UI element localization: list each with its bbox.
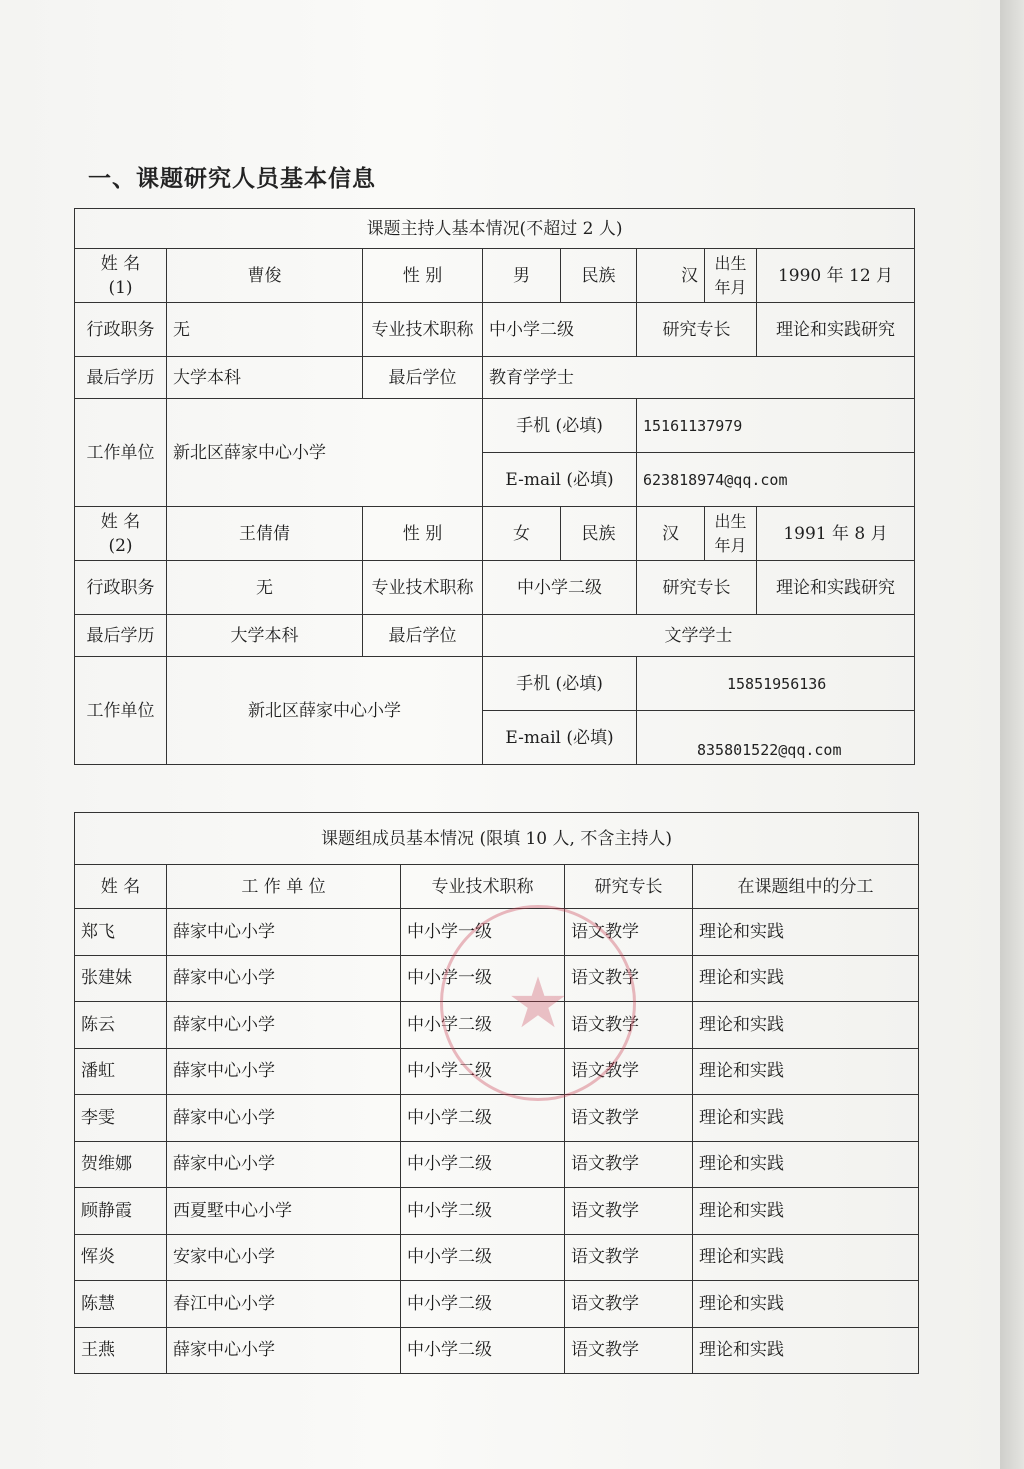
host-ethnicity: 汉 bbox=[637, 507, 705, 561]
member-unit: 安家中心小学 bbox=[167, 1234, 401, 1281]
member-specialty: 语文教学 bbox=[565, 1281, 693, 1328]
member-specialty: 语文教学 bbox=[565, 1188, 693, 1235]
member-name: 陈慧 bbox=[75, 1281, 167, 1328]
member-name: 李雯 bbox=[75, 1095, 167, 1142]
table-row bbox=[75, 1327, 919, 1374]
table-row bbox=[75, 1048, 919, 1095]
member-name: 顾静霞 bbox=[75, 1188, 167, 1235]
host-degree: 文学学士 bbox=[483, 615, 915, 657]
host-name: 王倩倩 bbox=[167, 507, 363, 561]
host-education: 大学本科 bbox=[167, 615, 363, 657]
member-title: 中小学二级 bbox=[401, 1327, 565, 1374]
member-role: 理论和实践 bbox=[693, 1188, 919, 1235]
host-email: 623818974@qq.com bbox=[637, 453, 915, 507]
member-specialty: 语文教学 bbox=[565, 1095, 693, 1142]
member-unit: 薛家中心小学 bbox=[167, 1048, 401, 1095]
ethnicity-label: 民族 bbox=[561, 249, 637, 303]
member-specialty: 语文教学 bbox=[565, 955, 693, 1002]
member-role: 理论和实践 bbox=[693, 1095, 919, 1142]
member-unit: 薛家中心小学 bbox=[167, 955, 401, 1002]
table-row bbox=[75, 909, 919, 956]
table-row bbox=[75, 1188, 919, 1235]
work-unit-label: 工作单位 bbox=[75, 399, 167, 507]
host-admin-post: 无 bbox=[167, 303, 363, 357]
member-name: 潘虹 bbox=[75, 1048, 167, 1095]
member-header-title: 专业技术职称 bbox=[401, 865, 565, 909]
member-title: 中小学一级 bbox=[401, 909, 565, 956]
members-section-title: 课题组成员基本情况 (限填 10 人, 不含主持人) bbox=[75, 813, 919, 865]
table-row bbox=[75, 1281, 919, 1328]
member-specialty: 语文教学 bbox=[565, 1234, 693, 1281]
research-specialty-label: 研究专长 bbox=[637, 561, 757, 615]
host-education: 大学本科 bbox=[167, 357, 363, 399]
member-name: 恽炎 bbox=[75, 1234, 167, 1281]
member-name: 郑飞 bbox=[75, 909, 167, 956]
member-role: 理论和实践 bbox=[693, 1141, 919, 1188]
member-specialty: 语文教学 bbox=[565, 909, 693, 956]
gender-label: 性 别 bbox=[363, 507, 483, 561]
host-birth: 1990 年 12 月 bbox=[757, 249, 915, 303]
host-birth: 1991 年 8 月 bbox=[757, 507, 915, 561]
member-header-name: 姓 名 bbox=[75, 865, 167, 909]
host-work-unit: 新北区薛家中心小学 bbox=[167, 657, 483, 765]
member-title: 中小学二级 bbox=[401, 1048, 565, 1095]
member-name: 陈云 bbox=[75, 1002, 167, 1049]
member-specialty: 语文教学 bbox=[565, 1002, 693, 1049]
table-row bbox=[75, 1141, 919, 1188]
member-role: 理论和实践 bbox=[693, 909, 919, 956]
birth-label: 出生年月 bbox=[705, 249, 757, 303]
email-label: E-mail (必填) bbox=[483, 711, 637, 765]
ethnicity-label: 民族 bbox=[561, 507, 637, 561]
host-pro-title: 中小学二级 bbox=[483, 561, 637, 615]
section-heading: 一、课题研究人员基本信息 bbox=[88, 165, 376, 192]
phone-label: 手机 (必填) bbox=[483, 657, 637, 711]
host-ethnicity: 汉 bbox=[637, 249, 705, 303]
member-unit: 西夏墅中心小学 bbox=[167, 1188, 401, 1235]
member-name: 贺维娜 bbox=[75, 1141, 167, 1188]
official-seal: ★ bbox=[440, 905, 636, 1101]
member-unit: 薛家中心小学 bbox=[167, 1327, 401, 1374]
pro-title-label: 专业技术职称 bbox=[363, 561, 483, 615]
host-phone: 15851956136 bbox=[637, 657, 915, 711]
member-title: 中小学二级 bbox=[401, 1095, 565, 1142]
member-title: 中小学二级 bbox=[401, 1002, 565, 1049]
member-title: 中小学二级 bbox=[401, 1234, 565, 1281]
host-phone: 15161137979 bbox=[637, 399, 915, 453]
name-label: 姓 名 (2) bbox=[75, 507, 167, 561]
member-role: 理论和实践 bbox=[693, 1048, 919, 1095]
member-role: 理论和实践 bbox=[693, 955, 919, 1002]
research-specialty-label: 研究专长 bbox=[637, 303, 757, 357]
member-unit: 春江中心小学 bbox=[167, 1281, 401, 1328]
host-email: 835801522@qq.com bbox=[637, 711, 915, 765]
member-unit: 薛家中心小学 bbox=[167, 1002, 401, 1049]
member-name: 王燕 bbox=[75, 1327, 167, 1374]
member-specialty: 语文教学 bbox=[565, 1141, 693, 1188]
phone-label: 手机 (必填) bbox=[483, 399, 637, 453]
degree-label: 最后学位 bbox=[363, 615, 483, 657]
member-role: 理论和实践 bbox=[693, 1234, 919, 1281]
host-admin-post: 无 bbox=[167, 561, 363, 615]
host-research-specialty: 理论和实践研究 bbox=[757, 303, 915, 357]
member-title: 中小学二级 bbox=[401, 1141, 565, 1188]
host-degree: 教育学学士 bbox=[483, 357, 915, 399]
host-gender: 女 bbox=[483, 507, 561, 561]
member-title: 中小学二级 bbox=[401, 1281, 565, 1328]
member-role: 理论和实践 bbox=[693, 1002, 919, 1049]
page-edge bbox=[1000, 0, 1024, 1469]
work-unit-label: 工作单位 bbox=[75, 657, 167, 765]
host-work-unit: 新北区薛家中心小学 bbox=[167, 399, 483, 507]
member-header-unit: 工 作 单 位 bbox=[167, 865, 401, 909]
hosts-section-title: 课题主持人基本情况(不超过 2 人) bbox=[75, 209, 915, 249]
host-gender: 男 bbox=[483, 249, 561, 303]
member-title: 中小学二级 bbox=[401, 1188, 565, 1235]
degree-label: 最后学位 bbox=[363, 357, 483, 399]
member-unit: 薛家中心小学 bbox=[167, 1141, 401, 1188]
member-role: 理论和实践 bbox=[693, 1327, 919, 1374]
education-label: 最后学历 bbox=[75, 615, 167, 657]
name-label: 姓 名 (1) bbox=[75, 249, 167, 303]
host-research-specialty: 理论和实践研究 bbox=[757, 561, 915, 615]
birth-label: 出生年月 bbox=[705, 507, 757, 561]
member-title: 中小学一级 bbox=[401, 955, 565, 1002]
email-label: E-mail (必填) bbox=[483, 453, 637, 507]
members-table bbox=[74, 812, 919, 1374]
member-rows bbox=[75, 909, 919, 1374]
admin-post-label: 行政职务 bbox=[75, 303, 167, 357]
pro-title-label: 专业技术职称 bbox=[363, 303, 483, 357]
education-label: 最后学历 bbox=[75, 357, 167, 399]
member-unit: 薛家中心小学 bbox=[167, 909, 401, 956]
table-row bbox=[75, 955, 919, 1002]
member-header-role: 在课题组中的分工 bbox=[693, 865, 919, 909]
hosts-table bbox=[74, 208, 915, 765]
table-row bbox=[75, 1095, 919, 1142]
host-name: 曹俊 bbox=[167, 249, 363, 303]
table-row bbox=[75, 1002, 919, 1049]
member-role: 理论和实践 bbox=[693, 1281, 919, 1328]
member-unit: 薛家中心小学 bbox=[167, 1095, 401, 1142]
member-specialty: 语文教学 bbox=[565, 1327, 693, 1374]
host-pro-title: 中小学二级 bbox=[483, 303, 637, 357]
member-header-specialty: 研究专长 bbox=[565, 865, 693, 909]
member-name: 张建妹 bbox=[75, 955, 167, 1002]
admin-post-label: 行政职务 bbox=[75, 561, 167, 615]
gender-label: 性 别 bbox=[363, 249, 483, 303]
table-row bbox=[75, 1234, 919, 1281]
member-specialty: 语文教学 bbox=[565, 1048, 693, 1095]
